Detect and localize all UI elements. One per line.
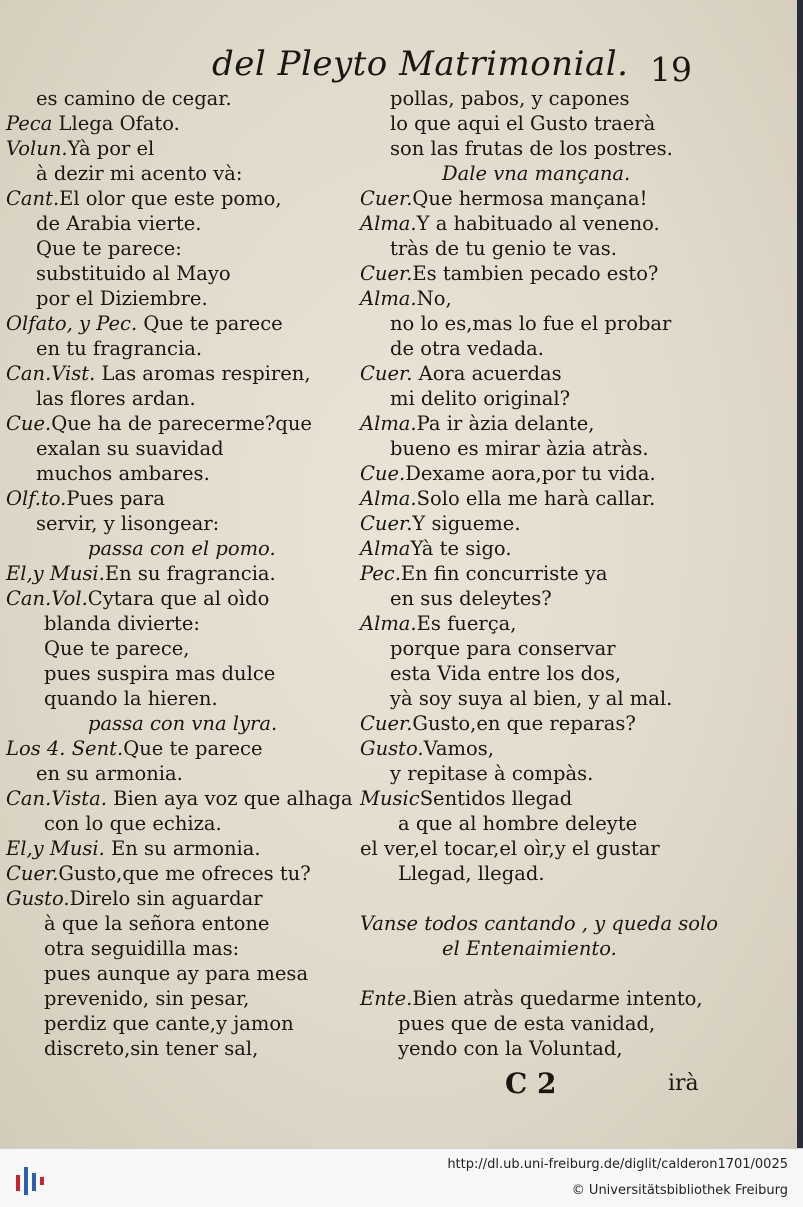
- text-line: [360, 836, 705, 861]
- line-text: passa con el pomo.: [88, 537, 276, 560]
- speaker-label: Cuer.: [360, 262, 413, 285]
- left-text-column: [6, 86, 356, 1061]
- speaker-label: Alma.: [360, 212, 417, 235]
- line-text: Que ha de parecerme?que: [51, 412, 312, 435]
- line-text: Yà por el: [67, 137, 155, 160]
- text-line: [360, 636, 705, 661]
- line-text: mi delito original?: [390, 387, 571, 410]
- right-text-column: [360, 86, 718, 1061]
- line-text: con lo que echiza.: [44, 812, 222, 835]
- library-logo-icon: [12, 1159, 52, 1199]
- line-text: perdiz que cante,y jamon: [44, 1012, 294, 1035]
- line-text: esta Vida entre los dos,: [390, 662, 622, 685]
- text-line: [360, 361, 705, 386]
- speaker-label: Alma.: [360, 412, 417, 435]
- line-text: muchos ambares.: [36, 462, 210, 485]
- line-text: No,: [416, 287, 452, 310]
- speaker-label: Cue.: [6, 412, 52, 435]
- text-line: [6, 786, 356, 811]
- text-line: [6, 211, 356, 236]
- line-text: las flores ardan.: [36, 387, 196, 410]
- text-line: [360, 536, 705, 561]
- line-text: En su fragrancia.: [104, 562, 276, 585]
- line-text: son las frutas de los postres.: [390, 137, 673, 160]
- text-line: [360, 686, 705, 711]
- line-text: Sentidos llegad: [419, 787, 573, 810]
- text-line: [6, 911, 356, 936]
- text-line: [6, 386, 356, 411]
- line-text: El olor que este pomo,: [59, 187, 282, 210]
- line-text: prevenido, sin pesar,: [44, 987, 250, 1010]
- speaker-label: El,y Musi.: [6, 837, 112, 860]
- line-text: Bien atràs quedarme intento,: [412, 987, 703, 1010]
- text-line: [6, 536, 356, 561]
- text-line: [360, 411, 705, 436]
- line-text: Yà te sigo.: [410, 537, 512, 560]
- line-text: à que la señora entone: [44, 912, 270, 935]
- line-text: otra seguidilla mas:: [44, 937, 240, 960]
- viewer-footer: [0, 1148, 803, 1207]
- line-text: Vamos,: [423, 737, 494, 760]
- text-line: [360, 261, 705, 286]
- line-text: Llega Ofato.: [58, 112, 180, 135]
- text-line: [6, 661, 356, 686]
- speaker-label: Alma.: [360, 612, 417, 635]
- line-text: pollas, pabos, y capones: [390, 87, 630, 110]
- text-line: [6, 961, 356, 986]
- text-line: [360, 186, 705, 211]
- line-text: Solo ella me harà callar.: [416, 487, 656, 510]
- text-line: [360, 211, 705, 236]
- line-text: Bien aya voz que alhaga: [113, 787, 353, 810]
- line-text: Dale vna mançana.: [442, 162, 631, 185]
- line-text: Y sigueme.: [412, 512, 521, 535]
- text-line: [360, 911, 718, 936]
- line-text: Es tambien pecado esto?: [412, 262, 659, 285]
- line-text: Que te parece: [123, 737, 263, 760]
- text-line: [6, 511, 356, 536]
- text-line: [6, 236, 356, 261]
- text-line: [6, 936, 356, 961]
- line-text: Es fuerça,: [416, 612, 517, 635]
- text-line: [360, 786, 705, 811]
- line-text: discreto,sin tener sal,: [44, 1037, 259, 1060]
- line-text: en sus deleytes?: [390, 587, 552, 610]
- speaker-label: Cuer.: [360, 362, 419, 385]
- text-line: [360, 236, 705, 261]
- speaker-label: Can.Vol.: [6, 587, 88, 610]
- line-text: pues suspira mas dulce: [44, 662, 276, 685]
- line-text: Direlo sin aguardar: [69, 887, 263, 910]
- source-url-link[interactable]: http://dl.ub.uni-freiburg.de/diglit/calderon1701/0025: [447, 1157, 788, 1172]
- speaker-label: Cant.: [6, 187, 60, 210]
- text-line: [360, 886, 705, 911]
- text-line: [360, 286, 705, 311]
- line-text: lo que aqui el Gusto traerà: [390, 112, 656, 135]
- text-line: [6, 461, 356, 486]
- text-line: [6, 286, 356, 311]
- line-text: en su armonia.: [36, 762, 183, 785]
- text-line: [360, 161, 705, 186]
- text-line: [6, 186, 356, 211]
- line-text: no lo es,mas lo fue el probar: [390, 312, 672, 335]
- line-text: Cytara que al oìdo: [87, 587, 270, 610]
- text-line: [360, 986, 705, 1011]
- text-line: [6, 861, 356, 886]
- line-text: Vanse todos cantando , y queda solo: [360, 912, 718, 935]
- line-text: pues aunque ay para mesa: [44, 962, 309, 985]
- line-text: Y a habituado al veneno.: [416, 212, 660, 235]
- text-line: [360, 936, 705, 961]
- text-line: [6, 261, 356, 286]
- text-line: [6, 711, 356, 736]
- line-text: y repitase à compàs.: [390, 762, 594, 785]
- line-text: Gusto,en que reparas?: [412, 712, 636, 735]
- line-text: substituido al Mayo: [36, 262, 231, 285]
- text-line: [360, 711, 705, 736]
- line-text: Pues para: [66, 487, 165, 510]
- line-text: à dezir mi acento và:: [36, 162, 243, 185]
- text-line: [360, 761, 705, 786]
- line-text: yà soy suya al bien, y al mal.: [390, 687, 673, 710]
- speaker-label: Can.Vist.: [6, 362, 102, 385]
- line-text: En fin concurriste ya: [400, 562, 608, 585]
- line-text: Pa ir àzia delante,: [416, 412, 595, 435]
- text-line: [360, 311, 705, 336]
- line-text: pues que de esta vanidad,: [398, 1012, 656, 1035]
- speaker-label: Olfato, y Pec.: [6, 312, 144, 335]
- catchword: irà: [668, 1071, 699, 1096]
- text-line: [360, 111, 705, 136]
- speaker-label: Volun.: [6, 137, 68, 160]
- text-line: [360, 511, 705, 536]
- text-line: [360, 861, 705, 886]
- text-line: [360, 561, 705, 586]
- speaker-label: Gusto.: [6, 887, 70, 910]
- speaker-label: Pec.: [360, 562, 401, 585]
- text-line: [360, 661, 705, 686]
- text-line: [6, 686, 356, 711]
- speaker-label: Gusto.: [360, 737, 424, 760]
- line-text: Las aromas respiren,: [101, 362, 311, 385]
- speaker-label: Music: [360, 787, 420, 810]
- line-text: por el Diziembre.: [36, 287, 208, 310]
- text-line: [6, 436, 356, 461]
- text-line: [6, 111, 356, 136]
- text-line: [360, 386, 705, 411]
- text-line: [360, 611, 705, 636]
- line-text: Que te parece,: [44, 637, 190, 660]
- text-line: [360, 811, 705, 836]
- line-text: el ver,el tocar,el oìr,y el gustar: [360, 837, 660, 860]
- speaker-label: Cue.: [360, 462, 406, 485]
- text-line: [6, 411, 356, 436]
- line-text: tràs de tu genio te vas.: [390, 237, 617, 260]
- text-line: [360, 586, 705, 611]
- text-line: [6, 86, 356, 111]
- speaker-label: Cuer.: [6, 862, 59, 885]
- line-text: a que al hombre deleyte: [398, 812, 638, 835]
- text-line: [6, 336, 356, 361]
- line-text: blanda divierte:: [44, 612, 200, 635]
- text-line: [6, 736, 356, 761]
- line-text: bueno es mirar àzia atràs.: [390, 437, 649, 460]
- line-text: passa con vna lyra.: [88, 712, 278, 735]
- text-line: [6, 1036, 356, 1061]
- text-line: [6, 611, 356, 636]
- page-number: 19: [650, 50, 692, 89]
- line-text: Que te parece:: [36, 237, 182, 260]
- text-line: [6, 636, 356, 661]
- line-text: Que te parece: [143, 312, 283, 335]
- line-text: de Arabia vierte.: [36, 212, 202, 235]
- line-text: en tu fragrancia.: [36, 337, 203, 360]
- speaker-label: El,y Musi.: [6, 562, 105, 585]
- line-text: Aora acuerdas: [418, 362, 562, 385]
- text-line: [360, 1011, 705, 1036]
- line-text: Llegad, llegad.: [398, 862, 545, 885]
- speaker-label: Ente.: [360, 987, 413, 1010]
- text-line: [360, 86, 705, 111]
- line-text: porque para conservar: [390, 637, 616, 660]
- speaker-label: Alma: [360, 537, 411, 560]
- line-text: Que hermosa mançana!: [412, 187, 648, 210]
- text-line: [6, 1011, 356, 1036]
- line-text: quando la hieren.: [44, 687, 218, 710]
- text-line: [6, 136, 356, 161]
- text-line: [6, 361, 356, 386]
- line-text: exalan su suavidad: [36, 437, 224, 460]
- text-line: [6, 886, 356, 911]
- text-line: [6, 311, 356, 336]
- line-text: En su armonia.: [111, 837, 261, 860]
- text-line: [6, 761, 356, 786]
- text-line: [6, 161, 356, 186]
- text-line: [6, 986, 356, 1011]
- text-line: [360, 486, 705, 511]
- text-line: [6, 811, 356, 836]
- text-line: [6, 586, 356, 611]
- running-header: del Pleyto Matrimonial.: [212, 44, 629, 84]
- speaker-label: Los 4. Sent.: [6, 737, 124, 760]
- line-text: servir, y lisongear:: [36, 512, 220, 535]
- speaker-label: Can.Vista.: [6, 787, 114, 810]
- page-edge: [797, 0, 803, 1148]
- line-text: Gusto,que me ofreces tu?: [58, 862, 311, 885]
- speaker-label: Olf.to.: [6, 487, 67, 510]
- text-line: [6, 836, 356, 861]
- text-line: [360, 136, 705, 161]
- line-text: Dexame aora,por tu vida.: [405, 462, 656, 485]
- text-line: [360, 436, 705, 461]
- line-text: es camino de cegar.: [36, 87, 232, 110]
- speaker-label: Peca: [6, 112, 59, 135]
- line-text: el Entenaimiento.: [442, 937, 617, 960]
- text-line: [360, 336, 705, 361]
- speaker-label: Cuer.: [360, 712, 413, 735]
- text-line: [6, 486, 356, 511]
- text-line: [360, 461, 705, 486]
- text-line: [360, 1036, 705, 1061]
- text-line: [6, 561, 356, 586]
- text-line: [360, 736, 705, 761]
- speaker-label: Alma.: [360, 487, 417, 510]
- speaker-label: Cuer.: [360, 187, 413, 210]
- speaker-label: Cuer.: [360, 512, 413, 535]
- line-text: yendo con la Voluntad,: [398, 1037, 623, 1060]
- copyright-text: © Universitätsbibliothek Freiburg: [571, 1183, 788, 1198]
- signature-mark: C 2: [505, 1067, 557, 1100]
- speaker-label: Alma.: [360, 287, 417, 310]
- line-text: de otra vedada.: [390, 337, 544, 360]
- text-line: [360, 961, 705, 986]
